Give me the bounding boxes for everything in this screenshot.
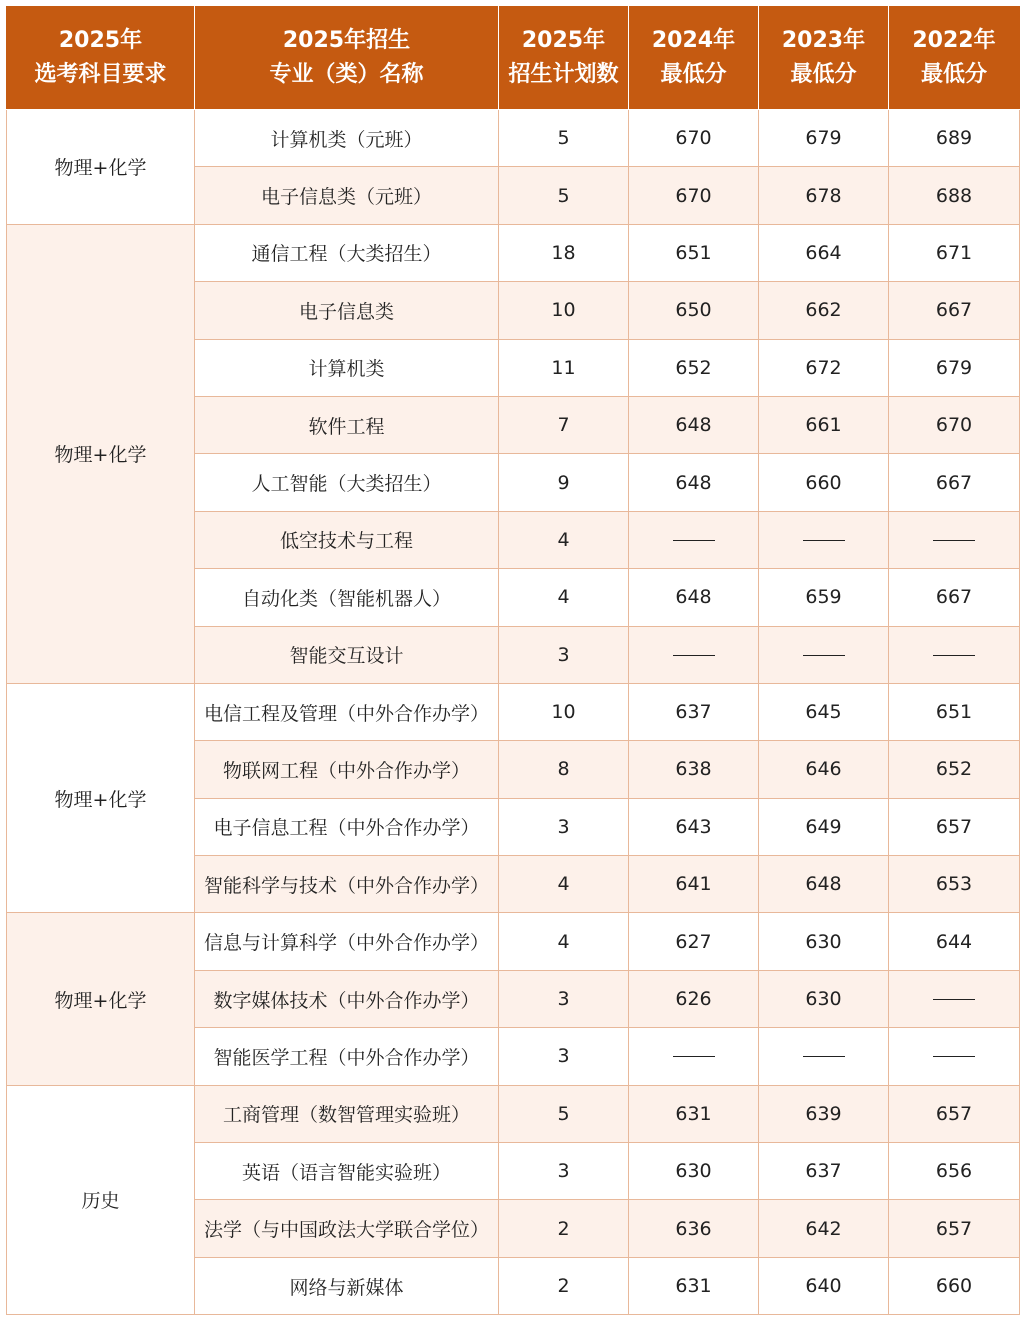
major-name-cell: 网络与新媒体 (195, 1257, 499, 1314)
no-data-dash (803, 540, 845, 541)
enrollment-plan-cell: 3 (499, 1028, 629, 1085)
subject-requirement-cell: 物理+化学 (7, 683, 195, 913)
score-2022-cell: 657 (889, 1085, 1020, 1142)
subject-requirement-cell: 物理+化学 (7, 913, 195, 1085)
score-2023-cell: 646 (759, 741, 889, 798)
admissions-table (6, 6, 1020, 1315)
score-2024-cell: 648 (629, 396, 759, 453)
major-name-cell: 计算机类 (195, 339, 499, 396)
score-2024-cell (629, 1028, 759, 1085)
major-name-cell: 电子信息类（元班） (195, 167, 499, 224)
score-2022-cell: 660 (889, 1257, 1020, 1314)
subject-requirement-cell: 历史 (7, 1085, 195, 1315)
score-2022-cell: 671 (889, 224, 1020, 281)
enrollment-plan-cell: 5 (499, 167, 629, 224)
major-name-cell: 电子信息工程（中外合作办学） (195, 798, 499, 855)
score-2023-cell: 672 (759, 339, 889, 396)
score-2024-cell: 648 (629, 569, 759, 626)
score-2023-cell (759, 626, 889, 683)
major-name-cell: 通信工程（大类招生） (195, 224, 499, 281)
table-row (7, 110, 1020, 167)
major-name-cell: 人工智能（大类招生） (195, 454, 499, 511)
subject-requirement-cell: 物理+化学 (7, 224, 195, 683)
enrollment-plan-cell: 4 (499, 511, 629, 568)
score-2024-cell: 651 (629, 224, 759, 281)
header-line: 2022年 (912, 28, 996, 53)
score-2024-cell: 630 (629, 1143, 759, 1200)
score-2022-cell (889, 511, 1020, 568)
no-data-dash (673, 540, 715, 541)
header-line: 2025年 (521, 28, 606, 53)
enrollment-plan-cell: 8 (499, 741, 629, 798)
score-2024-cell (629, 511, 759, 568)
score-2023-cell: 664 (759, 224, 889, 281)
score-2022-cell: 657 (889, 1200, 1020, 1257)
header-row (7, 7, 1020, 110)
score-2024-cell: 648 (629, 454, 759, 511)
score-2023-cell: 642 (759, 1200, 889, 1257)
score-2022-cell: 667 (889, 282, 1020, 339)
enrollment-plan-cell: 3 (499, 970, 629, 1027)
enrollment-plan-cell: 3 (499, 626, 629, 683)
major-name-cell: 数字媒体技术（中外合作办学） (195, 970, 499, 1027)
score-2024-cell: 641 (629, 856, 759, 913)
score-2023-cell: 678 (759, 167, 889, 224)
enrollment-plan-cell: 3 (499, 798, 629, 855)
header-major-name (195, 7, 499, 110)
header-line: 最低分 (920, 62, 987, 87)
no-data-dash (933, 655, 975, 656)
score-2022-cell: 688 (889, 167, 1020, 224)
score-2024-cell: 636 (629, 1200, 759, 1257)
score-2023-cell: 660 (759, 454, 889, 511)
major-name-cell: 自动化类（智能机器人） (195, 569, 499, 626)
major-name-cell: 电子信息类 (195, 282, 499, 339)
table-row (7, 683, 1020, 740)
score-2024-cell: 631 (629, 1085, 759, 1142)
enrollment-plan-cell: 10 (499, 282, 629, 339)
enrollment-plan-cell: 5 (499, 1085, 629, 1142)
header-2024-min-score (629, 7, 759, 110)
score-2022-cell: 644 (889, 913, 1020, 970)
major-name-cell: 物联网工程（中外合作办学） (195, 741, 499, 798)
score-2023-cell: 661 (759, 396, 889, 453)
enrollment-plan-cell: 11 (499, 339, 629, 396)
header-line: 最低分 (660, 62, 727, 87)
score-2023-cell: 662 (759, 282, 889, 339)
score-2022-cell: 670 (889, 396, 1020, 453)
no-data-dash (673, 655, 715, 656)
score-2022-cell: 653 (889, 856, 1020, 913)
enrollment-plan-cell: 4 (499, 913, 629, 970)
subject-requirement-cell: 物理+化学 (7, 110, 195, 225)
score-2023-cell: 659 (759, 569, 889, 626)
score-2023-cell: 630 (759, 913, 889, 970)
score-2023-cell: 649 (759, 798, 889, 855)
enrollment-plan-cell: 10 (499, 683, 629, 740)
table-row (7, 224, 1020, 281)
header-line: 选考科目要求 (34, 62, 167, 87)
enrollment-plan-cell: 7 (499, 396, 629, 453)
score-2024-cell: 643 (629, 798, 759, 855)
score-2024-cell: 637 (629, 683, 759, 740)
score-2023-cell: 630 (759, 970, 889, 1027)
enrollment-plan-cell: 2 (499, 1200, 629, 1257)
header-line: 2024年 (651, 28, 736, 53)
score-2022-cell (889, 626, 1020, 683)
no-data-dash (673, 1056, 715, 1057)
score-2022-cell (889, 970, 1020, 1027)
table-body (7, 110, 1020, 1315)
score-2023-cell: 679 (759, 110, 889, 167)
major-name-cell: 智能科学与技术（中外合作办学） (195, 856, 499, 913)
header-line: 招生计划数 (508, 62, 619, 87)
table-row (7, 913, 1020, 970)
score-2024-cell: 670 (629, 110, 759, 167)
score-2023-cell: 639 (759, 1085, 889, 1142)
major-name-cell: 电信工程及管理（中外合作办学） (195, 683, 499, 740)
header-line: 专业（类）名称 (269, 62, 424, 87)
score-2024-cell: 670 (629, 167, 759, 224)
enrollment-plan-cell: 3 (499, 1143, 629, 1200)
header-2022-min-score (889, 7, 1020, 110)
major-name-cell: 信息与计算科学（中外合作办学） (195, 913, 499, 970)
score-2022-cell (889, 1028, 1020, 1085)
score-2023-cell (759, 1028, 889, 1085)
score-2023-cell: 637 (759, 1143, 889, 1200)
score-2022-cell: 689 (889, 110, 1020, 167)
enrollment-plan-cell: 2 (499, 1257, 629, 1314)
header-2023-min-score (759, 7, 889, 110)
major-name-cell: 软件工程 (195, 396, 499, 453)
header-line: 最低分 (790, 62, 857, 87)
major-name-cell: 计算机类（元班） (195, 110, 499, 167)
major-name-cell: 法学（与中国政法大学联合学位） (195, 1200, 499, 1257)
score-2024-cell: 652 (629, 339, 759, 396)
score-2022-cell: 667 (889, 454, 1020, 511)
score-2024-cell: 638 (629, 741, 759, 798)
no-data-dash (933, 1056, 975, 1057)
score-2023-cell (759, 511, 889, 568)
enrollment-plan-cell: 18 (499, 224, 629, 281)
enrollment-plan-cell: 9 (499, 454, 629, 511)
score-2024-cell: 650 (629, 282, 759, 339)
enrollment-plan-cell: 4 (499, 856, 629, 913)
score-2022-cell: 652 (889, 741, 1020, 798)
no-data-dash (933, 540, 975, 541)
score-2024-cell: 631 (629, 1257, 759, 1314)
header-line: 2023年 (781, 28, 866, 53)
score-2023-cell: 645 (759, 683, 889, 740)
major-name-cell: 英语（语言智能实验班） (195, 1143, 499, 1200)
header-line: 2025年 (58, 28, 143, 53)
no-data-dash (803, 1056, 845, 1057)
header-line: 2025年招生 (282, 28, 411, 53)
table-row (7, 1085, 1020, 1142)
score-2024-cell: 627 (629, 913, 759, 970)
score-2022-cell: 656 (889, 1143, 1020, 1200)
major-name-cell: 智能医学工程（中外合作办学） (195, 1028, 499, 1085)
major-name-cell: 低空技术与工程 (195, 511, 499, 568)
major-name-cell: 工商管理（数智管理实验班） (195, 1085, 499, 1142)
score-2023-cell: 648 (759, 856, 889, 913)
no-data-dash (803, 655, 845, 656)
score-2022-cell: 679 (889, 339, 1020, 396)
enrollment-plan-cell: 5 (499, 110, 629, 167)
no-data-dash (933, 999, 975, 1000)
header-subject-requirement (7, 7, 195, 110)
header-enrollment-plan (499, 7, 629, 110)
score-2024-cell: 626 (629, 970, 759, 1027)
major-name-cell: 智能交互设计 (195, 626, 499, 683)
enrollment-plan-cell: 4 (499, 569, 629, 626)
score-2024-cell (629, 626, 759, 683)
score-2022-cell: 657 (889, 798, 1020, 855)
score-2022-cell: 667 (889, 569, 1020, 626)
score-2023-cell: 640 (759, 1257, 889, 1314)
score-2022-cell: 651 (889, 683, 1020, 740)
